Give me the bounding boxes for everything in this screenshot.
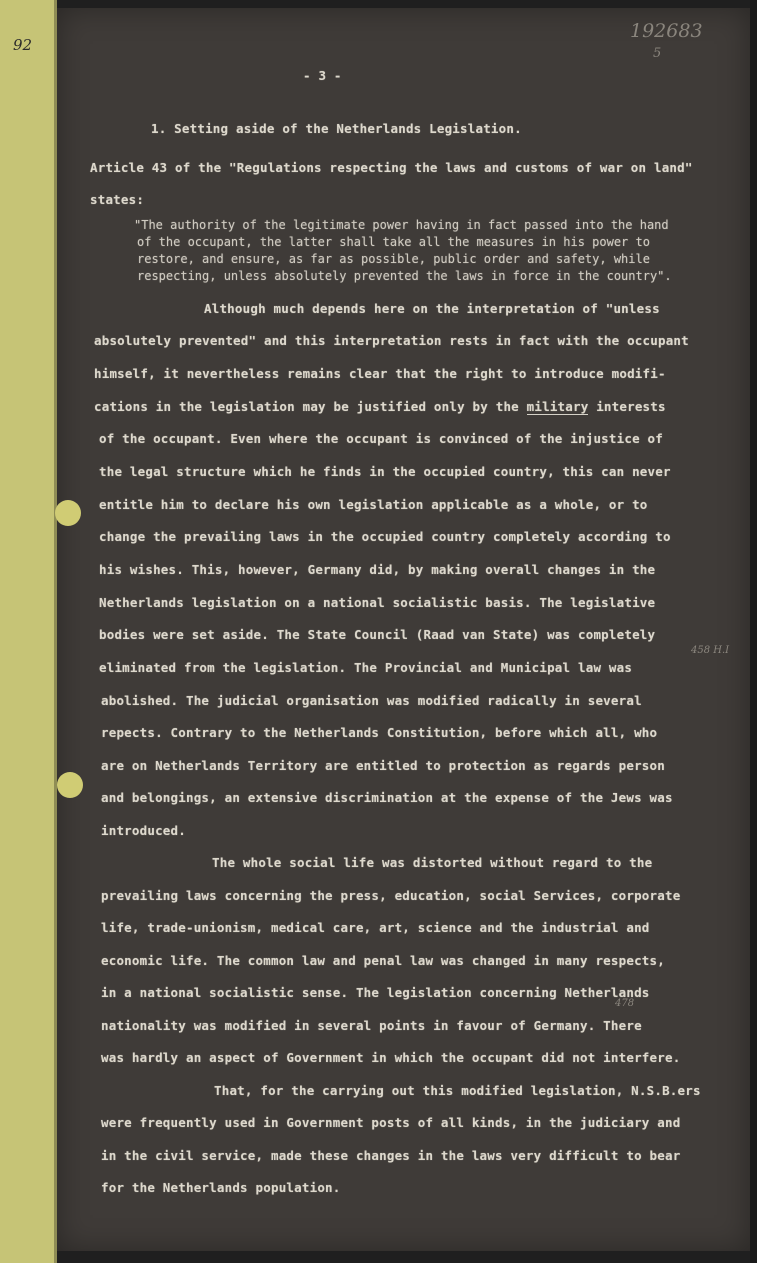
paragraph-3-line-1: That, for the carrying out this modified legislation, N.S.B.ers — [214, 1083, 701, 1098]
archive-sub-number: 5 — [653, 46, 662, 61]
paragraph-1-line-2: absolutely prevented" and this interpretation rests in fact with the occupant — [94, 333, 689, 348]
paragraph-3-line-2: were frequently used in Government posts of all kinds, in the judiciary and — [101, 1115, 681, 1130]
document-page — [13, 8, 750, 1251]
paragraph-1-line-4-end: interests — [596, 399, 666, 414]
right-frame-edge — [750, 0, 757, 1263]
paragraph-3-line-3: in the civil service, made these changes in the laws very difficult to bear — [101, 1148, 681, 1163]
paragraph-2-line-2: prevailing laws concerning the press, education, social Services, corporate — [101, 888, 681, 903]
paragraph-2-line-6: nationality was modified in several points in favour of Germany. There — [101, 1018, 642, 1033]
paragraph-1-line-4-text: cations in the legislation may be justified only by the — [94, 399, 519, 414]
paragraph-1-line-3: himself, it nevertheless remains clear that the right to introduce modifi- — [94, 366, 666, 381]
paragraph-1-line-17: introduced. — [101, 823, 186, 838]
paragraph-1-line-12: eliminated from the legislation. The Provincial and Municipal law was — [99, 660, 633, 675]
paragraph-2-line-4: economic life. The common law and penal law was changed in many respects, — [101, 953, 665, 968]
paragraph-2-line-3: life, trade-unionism, medical care, art, science and the industrial and — [101, 920, 650, 935]
margin-note-2: 478 — [615, 998, 635, 1009]
paragraph-1-line-9: his wishes. This, however, Germany did, by making overall changes in the — [99, 562, 656, 577]
paragraph-1-line-10: Netherlands legislation on a national socialistic basis. The legislative — [99, 595, 656, 610]
quote-line-2: of the occupant, the latter shall take all the measures in his power to — [137, 235, 650, 249]
paragraph-1-line-14: repects. Contrary to the Netherlands Constitution, before which all, who — [101, 725, 658, 740]
paragraph-1-line-1: Although much depends here on the interpretation of "unless — [204, 301, 660, 316]
punch-hole-top — [55, 500, 81, 526]
paragraph-1-line-4 — [94, 399, 666, 414]
paragraph-1-line-11: bodies were set aside. The State Council (Raad van State) was completely — [99, 627, 656, 642]
margin-note: 458 H.I — [691, 645, 730, 656]
corner-mark: 92 — [13, 36, 33, 54]
paragraph-1-line-7: entitle him to declare his own legislation applicable as a whole, or to — [99, 497, 648, 512]
quote-line-3: restore, and ensure, as far as possible, public order and safety, while — [137, 252, 650, 266]
punch-hole-bottom — [57, 772, 83, 798]
intro-line-2: states: — [90, 192, 145, 207]
paragraph-2-line-1: The whole social life was distorted without regard to the — [212, 855, 653, 870]
paragraph-1-line-16: and belongings, an extensive discrimination at the expense of the Jews was — [101, 790, 673, 805]
archive-number: 192683 — [630, 20, 703, 42]
page-number: - 3 - — [303, 68, 342, 83]
paragraph-3-line-4: for the Netherlands population. — [101, 1180, 341, 1195]
paragraph-1-line-15: are on Netherlands Territory are entitled to protection as regards person — [101, 758, 665, 773]
underlined-word-military: military — [526, 399, 589, 414]
paragraph-1-line-6: the legal structure which he finds in the occupied country, this can never — [99, 464, 671, 479]
intro-line-1: Article 43 of the "Regulations respecting the laws and customs of war on land" — [90, 160, 693, 175]
left-binding-strip — [0, 0, 57, 1263]
quote-line-4: respecting, unless absolutely prevented the laws in force in the country". — [137, 269, 672, 283]
paragraph-2-line-7: was hardly an aspect of Government in which the occupant did not interfere. — [101, 1050, 681, 1065]
paragraph-1-line-13: abolished. The judicial organisation was modified radically in several — [101, 693, 642, 708]
paragraph-1-line-8: change the prevailing laws in the occupied country completely according to — [99, 529, 671, 544]
paragraph-1-line-5: of the occupant. Even where the occupant is convinced of the injustice of — [99, 431, 663, 446]
section-heading: 1. Setting aside of the Netherlands Legislation. — [151, 121, 522, 136]
paragraph-2-line-5: in a national socialistic sense. The legislation concerning Netherlands — [101, 985, 650, 1000]
quote-line-1: "The authority of the legitimate power having in fact passed into the hand — [134, 218, 669, 232]
